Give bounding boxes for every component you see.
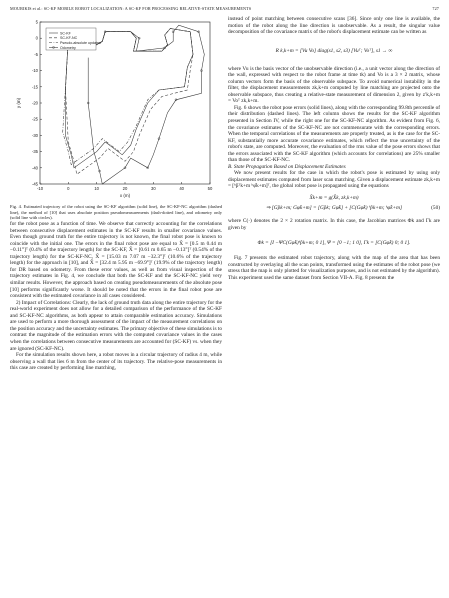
legend-label-3: Odometry — [60, 45, 76, 50]
equation-propagation — [228, 193, 440, 215]
running-title: MOURIKIS et al.: SC-KF MOBILE ROBOT LOCALIZATION: A SC-KF FOR PROCESSING RELATIVE-STATE MEASUREMENTS — [10, 6, 252, 11]
y-tick-label: 5 — [35, 19, 38, 25]
x-tick-label: 50 — [207, 186, 213, 191]
y-tick-label: -10 — [31, 68, 38, 74]
equation-number: (50) — [431, 205, 440, 212]
equation-jacobian-text: Φk = [I −ΨC(Gφ̂k)ᵏp̂k+m; 0 1], Ψ = [0 −1; 1 0], Γk = [C(Gφ̂k) 0; 0 1]. — [257, 240, 411, 247]
x-tick-label: 40 — [179, 186, 185, 191]
x-tick-label: 20 — [122, 186, 128, 191]
right-paragraph-3: Fig. 6 shows the robot pose errors (solid lines), along with the corresponding 99.8th percentile of their distribution (dashed lines). The left column shows the results for the SC-KF algorithm presented in Section IV, while the right one for the SC-KF-NC algorithm. As evident from Fig. 6, the covariance estimates of the SC-KF-NC are not commensurate with the corresponding errors. When the temporal correlations of the measurements are properly treated, as is the case for the SC-KF, substantially more accurate covariance estimates, which reflect the true uncertainty of the robot's state, are computed. Moreover, the evaluation of the rms value of the pose errors shows that the errors associated with the SC-KF algorithm (which accounts for correlations) are 25% smaller than those of the SC-KF-NC. — [228, 104, 440, 164]
x-tick-label: 10 — [94, 186, 100, 191]
legend-label-1: SC-KF-NC — [60, 36, 78, 41]
section-heading: B. State Propagation Based on Displacement Estimates — [228, 163, 346, 170]
y-tick-label: -25 — [31, 116, 38, 122]
equation-svd — [228, 39, 440, 63]
page-number: 727 — [432, 6, 439, 11]
right-paragraph-5: where C(·) denotes the 2 × 2 rotation matrix. In this case, the Jacobian matrices Φk and Γk are given by — [228, 218, 440, 231]
y-tick-label: -5 — [34, 51, 38, 57]
y-tick-label: -30 — [31, 132, 38, 138]
right-column — [228, 16, 440, 281]
x-tick-label: 30 — [150, 186, 156, 191]
left-paragraph-3: For the simulation results shown here, a robot moves in a circular trajectory of radius 4 m, while observing a wall that lies 6 m from the center of its trajectory. The relative-pose measurements in this case are created by performing line matching, — [10, 352, 222, 372]
trajectory-chart — [10, 16, 222, 202]
left-column — [10, 16, 222, 372]
right-paragraph-6: Fig. 7 presents the estimated robot trajectory, along with the map of the area that has been constructed by overlaying all the scan points, transformed using the estimates of the robot pose (we stress that the map is only plotted for visualization purposes, and is not estimated by the algorithm). This experiment used the same dataset from Section VII-A. Fig. 8 presents the — [228, 255, 440, 281]
x-axis-label: x (m) — [119, 193, 131, 198]
y-tick-label: -35 — [31, 149, 38, 155]
right-paragraph-1: instead of point matching between consecutive scans [36]. Since only one line is available, the motion of the robot along the line direction is unobservable. As a result, the singular value decomposition of the covariance matrix of the robot's displacement estimate can be written as — [228, 16, 440, 36]
x-tick-label: 0 — [67, 186, 70, 191]
y-axis-label: y (m) — [16, 97, 21, 109]
y-tick-label: 0 — [35, 35, 38, 41]
left-paragraph-2: 2) Impact of Correlations: Clearly, the lack of ground truth data along the entire trajectory for the real-world experiment does not allow for a detailed comparison of the performance of the SC-KF and SC-KF-NC algorithms, as both appear to attain comparable estimation accuracy. Simulations are used to perform a more thorough assessment of the impact of the measurement correlations on the position accuracy and the uncertainty estimates. The primary objective of these simulations is to contrast the magnitude of the estimation errors with the computed covariance values in the cases when the correlations between consecutive measurements are accounted for (SC-KF) vs. when they are ignored (SC-KF-NC). — [10, 299, 222, 352]
y-tick-label: -40 — [31, 165, 38, 171]
equation-svd-text: R k,k+m = [Vu Vo] diag(s1, s2, s3) [Vuᵀ; Voᵀ], s1 → ∞ — [275, 47, 393, 54]
figure-caption: Fig. 4. Estimated trajectory of the robot using the SC-KF algorithm (solid line), the SC-KF-NC algorithm (dashed line), the method of [10] that uses absolute position pseudomeasurements (dash-dotted line), and odometry only (solid line with circles). — [10, 204, 222, 221]
legend-label-0: SC-KF — [60, 31, 71, 36]
equation-jacobian — [228, 234, 440, 252]
x-tick-label: -10 — [36, 186, 44, 191]
equation-propagation-line1: X̂k+m = g(X̂k, zk,k+m) — [309, 195, 359, 202]
equation-propagation-line2: ⇒ [Gp̂k+m; Gφ̂k+m] = [Gp̂k; Gφ̂k] + [C(Gφ̂k) ᵏp̂k+m; ᵏφ̂k+m] — [265, 205, 403, 212]
right-paragraph-4: We now present results for the case in which the robot's pose is estimated by using only displacement estimates computed from laser scan matching. Given a displacement estimate zk,k+m = [ᵏp̂ᵀk+m ᵏφ̂k+m]ᵀ, the global robot pose is propagated using the equations — [228, 170, 440, 190]
y-tick-label: -20 — [31, 100, 38, 106]
y-tick-label: -45 — [31, 181, 38, 187]
legend-label-2: Pseudo-absolute updates — [60, 41, 101, 45]
y-tick-label: -15 — [31, 84, 38, 90]
trajectory-figure — [10, 16, 222, 202]
right-paragraph-2: where Vu is the basis vector of the unobservable direction (i.e., a unit vector along the direction of the wall, expressed with respect to the robot frame at time tk) and Vo is a 3 × 2 matrix, whose column vectors form the basis of the observable subspace. To avoid numerical instability in the filter, the displacement measurements zk,k+m computed by line matching are projected onto the observable subspace, thus creating a relative-state measurement of dimension 2, given by z′k,k+m = Voᵀ zk,k+m. — [228, 65, 440, 105]
left-paragraph-1: for the robot pose as a function of time. We observe that correctly accounting for the correlations between consecutive displacement estimates in the SC-KF results in smaller covariance values. Even though ground truth for the entire trajectory is not known, the final robot pose is known to coincide with the initial one. The errors in the final robot pose are equal to X̃ = [0.5 m 0.44 m −0.11°]ᵀ (0.4% of the trajectory length) for the SC-KF, X̃ = [0.61 m 0.65 m −0.13°]ᵀ (0.54% of the trajectory length) for the SC-KF-NC, X̃ = [15.03 m 7.07 m −32.3°]ᵀ (10.6% of the trajectory length) for the approach in [10], and X̃ = [32.4 m 5.95 m −69.9°]ᵀ (19.9% of the trajectory length) for DR based on odometry. From these error values, as well as from visual inspection of the trajectory estimates in Fig. 4, we conclude that both the SC-KF and the SC-KF-NC yield very similar results. However, the approach based on creating pseudomeasurements of the absolute pose [10] performs significantly worse. It should be noted that the errors in the final robot pose are consistent with the estimated covariance in all cases considered. — [10, 221, 222, 300]
